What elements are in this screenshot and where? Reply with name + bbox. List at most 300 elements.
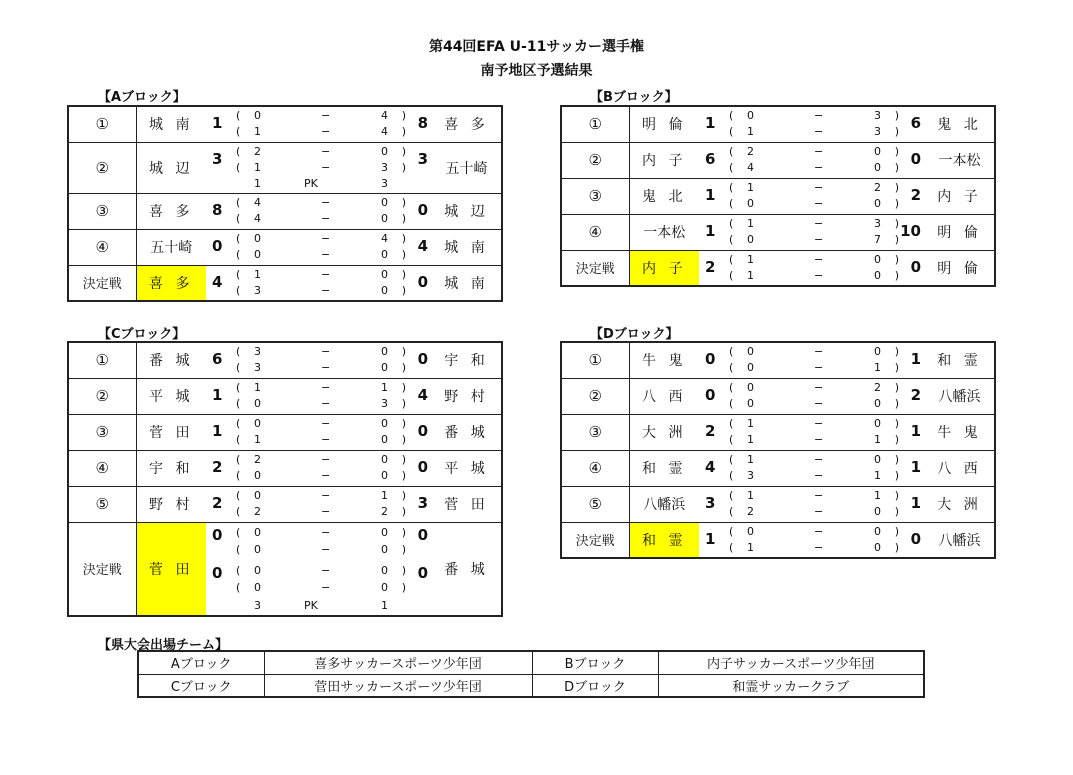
half-score-away: 0 [381, 248, 388, 261]
team-away: 和 霊 [925, 342, 995, 378]
half-score [236, 248, 406, 261]
bracket-open: ( [236, 283, 241, 297]
total-home: 1 [212, 422, 223, 440]
half-score-away: 0 [874, 252, 881, 266]
bracket-close: ) [401, 563, 406, 577]
bracket-open: ( [729, 145, 734, 158]
half-score-home: 2 [254, 505, 261, 518]
pk-away: 3 [381, 176, 388, 190]
match-number: ③ [561, 178, 629, 214]
score-box [699, 179, 925, 213]
qualifiers-label: 【県大会出場チーム】 [98, 638, 229, 653]
half-score [729, 381, 899, 394]
match-score [699, 450, 925, 486]
score-dash: − [814, 505, 824, 518]
match-score [699, 106, 925, 142]
match-score [699, 342, 925, 378]
score-box [699, 343, 925, 377]
score-dash: − [814, 109, 824, 123]
score-dash: − [321, 345, 331, 359]
team-away: 城 南 [432, 265, 502, 301]
qualifier-team: 内子サッカースポーツ少年団 [658, 651, 924, 674]
bracket-close: ) [894, 417, 899, 430]
score-box [699, 523, 925, 557]
score-dash: − [814, 268, 824, 282]
half-score-home: 1 [254, 433, 261, 446]
total-away: 2 [910, 186, 921, 204]
pk-score [236, 599, 406, 612]
bracket-open: ( [236, 417, 241, 430]
team-away: 内 子 [925, 178, 995, 214]
score-dash: − [321, 196, 331, 209]
score-dash: − [321, 417, 331, 430]
total-away: 0 [417, 422, 428, 440]
half-score [729, 345, 899, 358]
bracket-close: ) [894, 125, 899, 139]
total-away: 0 [417, 563, 428, 582]
match-score [699, 378, 925, 414]
team-away: 城 南 [432, 229, 502, 265]
score-dash: − [321, 248, 331, 261]
half-score-away: 4 [381, 109, 388, 123]
bracket-close: ) [401, 212, 406, 225]
score-dash: − [321, 160, 331, 174]
bracket-close: ) [894, 181, 899, 194]
team-away: 牛 鬼 [925, 414, 995, 450]
team-away: 八 西 [925, 450, 995, 486]
half-score-home: 0 [254, 417, 261, 430]
team-home: 宇 和 [136, 450, 206, 486]
match-number: ④ [68, 450, 136, 486]
score-dash: − [321, 283, 331, 297]
bracket-close: ) [894, 268, 899, 282]
bracket-close: ) [894, 540, 899, 554]
score-dash: − [814, 397, 824, 410]
team-home: 菅 田 [136, 414, 206, 450]
half-score [236, 232, 406, 245]
bracket-close: ) [401, 232, 406, 245]
score-dash: − [814, 381, 824, 394]
match-score [206, 229, 432, 265]
match-row [561, 250, 995, 286]
total-home: 0 [212, 563, 223, 582]
half-score-home: 4 [747, 161, 754, 174]
bracket-open: ( [236, 212, 241, 225]
score-dash: − [321, 125, 331, 139]
half-score [729, 125, 899, 138]
half-score-home: 2 [254, 453, 261, 466]
bracket-open: ( [729, 453, 734, 466]
match-number: 決定戦 [561, 522, 629, 558]
score-box [206, 523, 432, 615]
bracket-close: ) [894, 252, 899, 266]
half-score [236, 581, 406, 594]
match-score [699, 250, 925, 286]
match-score [699, 522, 925, 558]
bracket-close: ) [894, 217, 899, 230]
bracket-open: ( [236, 525, 241, 539]
half-score [729, 433, 899, 446]
half-score-away: 0 [874, 397, 881, 410]
bracket-open: ( [729, 361, 734, 375]
bracket-open: ( [236, 109, 241, 123]
match-row [561, 522, 995, 558]
half-score-home: 1 [747, 540, 754, 554]
half-score [236, 489, 406, 502]
bracket-close: ) [401, 580, 406, 594]
half-score-away: 2 [874, 381, 881, 394]
bracket-open: ( [729, 233, 734, 246]
half-score-away: 0 [381, 453, 388, 466]
team-away: 明 倫 [925, 214, 995, 250]
score-box [206, 143, 432, 193]
half-score-home: 1 [254, 267, 261, 281]
half-score [729, 469, 899, 482]
total-away: 0 [417, 458, 428, 476]
bracket-close: ) [401, 505, 406, 518]
bracket-close: ) [401, 489, 406, 502]
half-score-home: 0 [747, 397, 754, 410]
match-row [68, 265, 502, 301]
bracket-open: ( [729, 268, 734, 282]
half-score [729, 525, 899, 538]
match-number: ③ [68, 414, 136, 450]
half-score-away: 1 [381, 489, 388, 502]
match-number: ① [561, 106, 629, 142]
team-away: 明 倫 [925, 250, 995, 286]
total-home: 2 [705, 422, 716, 440]
pk-home: 3 [254, 598, 261, 612]
total-away: 1 [910, 350, 921, 369]
half-score-away: 3 [381, 160, 388, 174]
qualifiers-table [137, 650, 925, 698]
bracket-open: ( [236, 505, 241, 518]
score-dash: − [814, 161, 824, 174]
score-dash: − [321, 232, 331, 245]
match-number: ③ [68, 193, 136, 229]
qualifier-block: Cブロック [138, 674, 264, 697]
bracket-close: ) [894, 433, 899, 446]
half-score [236, 268, 406, 281]
total-away: 3 [417, 149, 428, 168]
total-away: 0 [910, 529, 921, 548]
half-score-away: 0 [874, 161, 881, 174]
bracket-close: ) [894, 381, 899, 394]
match-score [206, 142, 432, 193]
total-away: 6 [910, 114, 921, 133]
score-box [206, 451, 432, 485]
half-score [729, 361, 899, 374]
block-a-label: 【Aブロック】 [98, 90, 186, 105]
match-number: ④ [561, 214, 629, 250]
page-subtitle: 南予地区予選結果 [480, 63, 593, 79]
half-score [236, 453, 406, 466]
block-a-table [67, 105, 503, 302]
pk-score [236, 177, 406, 190]
score-dash: − [814, 524, 824, 538]
team-home: 一本松 [629, 214, 699, 250]
half-score [236, 526, 406, 539]
half-score [729, 145, 899, 158]
half-score [729, 269, 899, 282]
bracket-close: ) [894, 489, 899, 502]
half-score-away: 0 [381, 144, 388, 158]
total-away: 1 [910, 494, 921, 512]
match-number: ④ [68, 229, 136, 265]
score-dash: − [814, 361, 824, 375]
bracket-close: ) [401, 361, 406, 375]
match-row [68, 486, 502, 522]
bracket-open: ( [729, 125, 734, 139]
bracket-close: ) [401, 125, 406, 139]
match-number: 決定戦 [68, 522, 136, 616]
half-score [236, 543, 406, 556]
match-number: ② [68, 142, 136, 193]
total-home: 6 [212, 350, 223, 369]
half-score-away: 0 [381, 563, 388, 577]
bracket-close: ) [401, 542, 406, 556]
half-score-away: 0 [381, 580, 388, 594]
bracket-close: ) [894, 453, 899, 466]
match-number: ② [561, 378, 629, 414]
half-score-home: 1 [747, 252, 754, 266]
bracket-close: ) [401, 196, 406, 209]
score-dash: − [321, 453, 331, 466]
bracket-open: ( [729, 109, 734, 123]
score-dash: − [321, 267, 331, 281]
bracket-open: ( [236, 267, 241, 281]
team-home: 平 城 [136, 378, 206, 414]
half-score-away: 0 [874, 453, 881, 466]
block-d-table [560, 341, 996, 559]
total-away: 0 [417, 350, 428, 369]
total-home: 1 [212, 386, 223, 404]
half-score-away: 3 [874, 109, 881, 123]
half-score-away: 3 [874, 125, 881, 139]
score-dash: − [321, 433, 331, 446]
score-box [699, 415, 925, 449]
qualifier-block: Dブロック [532, 674, 658, 697]
score-dash: − [321, 109, 331, 123]
score-dash: − [814, 125, 824, 139]
half-score [236, 469, 406, 482]
bracket-close: ) [401, 525, 406, 539]
half-score-home: 3 [254, 345, 261, 359]
block-c-table [67, 341, 503, 617]
team-home: 番 城 [136, 342, 206, 378]
half-score [236, 212, 406, 225]
match-row [561, 378, 995, 414]
bracket-open: ( [729, 197, 734, 210]
half-score [236, 109, 406, 122]
total-away: 4 [417, 386, 428, 404]
bracket-open: ( [729, 217, 734, 230]
score-dash: − [814, 453, 824, 466]
qualifier-team: 喜多サッカースポーツ少年団 [264, 651, 532, 674]
bracket-open: ( [236, 563, 241, 577]
total-away: 1 [910, 422, 921, 440]
match-score [699, 214, 925, 250]
half-score-home: 2 [747, 145, 754, 158]
team-away: 喜 多 [432, 106, 502, 142]
half-score-home: 0 [254, 563, 261, 577]
score-dash: − [814, 217, 824, 230]
match-row [68, 142, 502, 193]
total-away: 4 [417, 237, 428, 255]
team-away: 大 洲 [925, 486, 995, 522]
team-home: 五十崎 [136, 229, 206, 265]
half-score-away: 1 [874, 361, 881, 375]
half-score-home: 1 [747, 268, 754, 282]
match-row [561, 414, 995, 450]
score-box [206, 194, 432, 228]
half-score-away: 4 [381, 125, 388, 139]
bracket-open: ( [236, 125, 241, 139]
half-score [729, 161, 899, 174]
bracket-open: ( [236, 196, 241, 209]
half-score-home: 0 [254, 248, 261, 261]
match-row [68, 450, 502, 486]
score-box [206, 107, 432, 141]
half-score-home: 0 [254, 397, 261, 410]
bracket-open: ( [729, 181, 734, 194]
qualifier-block: Bブロック [532, 651, 658, 674]
match-number: ④ [561, 450, 629, 486]
match-row [68, 342, 502, 378]
bracket-close: ) [401, 433, 406, 446]
bracket-open: ( [236, 397, 241, 410]
half-score [236, 161, 406, 174]
half-score [236, 125, 406, 138]
half-score [236, 145, 406, 158]
half-score-away: 0 [381, 469, 388, 482]
bracket-open: ( [729, 489, 734, 502]
half-score [236, 397, 406, 410]
team-home: 鬼 北 [629, 178, 699, 214]
match-row [68, 229, 502, 265]
match-number: ⑤ [68, 486, 136, 522]
half-score-home: 0 [747, 109, 754, 123]
match-score [206, 342, 432, 378]
half-score-home: 4 [254, 196, 261, 209]
bracket-close: ) [894, 524, 899, 538]
half-score-away: 3 [874, 217, 881, 230]
match-row [68, 193, 502, 229]
team-home: 和 霊 [629, 450, 699, 486]
total-away: 10 [900, 222, 921, 240]
match-score [206, 193, 432, 229]
bracket-open: ( [236, 381, 241, 394]
score-dash: − [321, 542, 331, 556]
half-score-home: 0 [747, 381, 754, 394]
score-dash: − [814, 540, 824, 554]
total-home: 2 [212, 458, 223, 476]
half-score-home: 0 [747, 233, 754, 246]
bracket-close: ) [894, 397, 899, 410]
half-score-home: 0 [747, 197, 754, 210]
match-row [68, 378, 502, 414]
half-score [236, 564, 406, 577]
bracket-close: ) [401, 345, 406, 359]
bracket-close: ) [894, 161, 899, 174]
score-dash: − [321, 381, 331, 394]
half-score-home: 2 [254, 144, 261, 158]
half-score [729, 181, 899, 194]
score-dash: − [814, 252, 824, 266]
half-score [729, 197, 899, 210]
match-score [699, 178, 925, 214]
half-score [236, 505, 406, 518]
half-score-away: 0 [874, 540, 881, 554]
total-home: 3 [212, 149, 223, 168]
half-score [729, 233, 899, 246]
half-score-home: 2 [747, 505, 754, 518]
bracket-close: ) [894, 345, 899, 359]
half-score-home: 0 [747, 345, 754, 359]
bracket-open: ( [729, 469, 734, 482]
score-dash: − [814, 181, 824, 194]
bracket-open: ( [729, 433, 734, 446]
match-score [699, 486, 925, 522]
half-score-away: 0 [381, 433, 388, 446]
score-box [699, 215, 925, 249]
team-home: 牛 鬼 [629, 342, 699, 378]
team-home: 明 倫 [629, 106, 699, 142]
total-home: 1 [705, 529, 716, 548]
half-score-away: 4 [381, 232, 388, 245]
qualifiers-row [138, 674, 924, 697]
team-home: 内 子 [629, 250, 699, 286]
half-score-home: 0 [254, 469, 261, 482]
bracket-open: ( [236, 433, 241, 446]
bracket-open: ( [236, 453, 241, 466]
team-home: 和 霊 [629, 522, 699, 558]
bracket-close: ) [894, 361, 899, 375]
score-box [206, 379, 432, 413]
team-home: 野 村 [136, 486, 206, 522]
bracket-open: ( [729, 505, 734, 518]
score-dash: − [814, 417, 824, 430]
score-dash: − [814, 233, 824, 246]
match-row [561, 142, 995, 178]
match-number: ① [68, 106, 136, 142]
total-home: 8 [212, 201, 223, 219]
total-home: 0 [212, 237, 223, 255]
match-number: ② [561, 142, 629, 178]
match-number: ① [561, 342, 629, 378]
score-box [699, 487, 925, 521]
half-score-home: 1 [747, 489, 754, 502]
half-score-home: 0 [254, 542, 261, 556]
score-box [699, 451, 925, 485]
half-score-away: 0 [874, 345, 881, 359]
team-away: 番 城 [432, 414, 502, 450]
half-score-away: 7 [874, 233, 881, 246]
half-score [729, 505, 899, 518]
half-score-away: 0 [381, 283, 388, 297]
team-home: 城 南 [136, 106, 206, 142]
total-home: 3 [705, 494, 716, 512]
half-score-home: 1 [254, 125, 261, 139]
half-score [729, 417, 899, 430]
qualifier-team: 和霊サッカークラブ [658, 674, 924, 697]
half-score [236, 433, 406, 446]
team-home: 喜 多 [136, 265, 206, 301]
total-home: 4 [212, 272, 223, 291]
match-number: 決定戦 [68, 265, 136, 301]
bracket-open: ( [729, 540, 734, 554]
bracket-open: ( [236, 542, 241, 556]
